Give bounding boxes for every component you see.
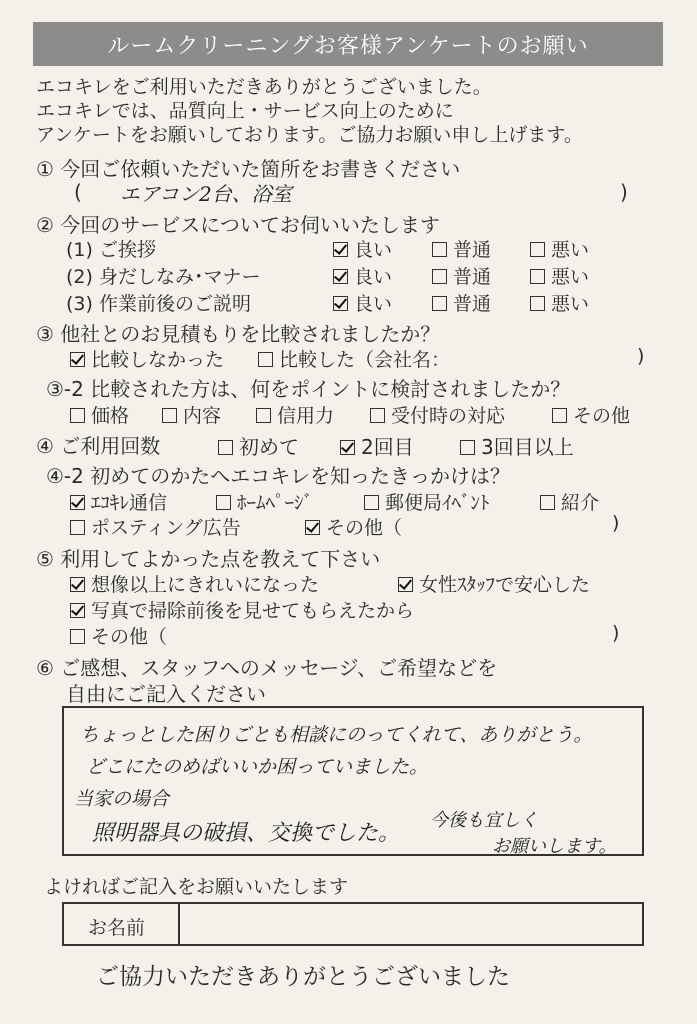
q5-close-paren: ) — [612, 622, 620, 644]
q2-row-2-label: (2) 身だしなみ･マナー — [66, 266, 261, 288]
q4-2-option-5-text: ポスティング広告 — [91, 517, 241, 539]
q4-2-option-3-text: 郵便局ｲﾍﾞﾝﾄ — [385, 492, 490, 514]
checkbox[interactable] — [216, 495, 231, 510]
checkbox-checked[interactable] — [333, 242, 348, 257]
q4-2-option-6[interactable] — [305, 513, 402, 540]
message-line-5: 今後も宜しく — [430, 810, 538, 831]
q2-row-1-label: (1) ご挨拶 — [66, 239, 156, 261]
q4-2-option-6-text: その他（ — [326, 517, 403, 539]
q3-option-no-compare[interactable]: 比較しなかった — [70, 345, 224, 372]
q3-2-option-2-text: 内容 — [183, 405, 222, 427]
q3-2-option-4-text: 受付時の対応 — [391, 405, 506, 427]
q5-option-1[interactable] — [70, 570, 319, 597]
intro-line-2: エコキレでは、品質向上・サービス向上のために — [36, 100, 454, 122]
intro-line-1: エコキレをご利用いただきありがとうございました。 — [36, 76, 492, 98]
q3-2-option-5-text: その他 — [573, 405, 631, 427]
q2-row-1-option-3-text: 悪い — [551, 239, 590, 261]
q4-2-option-2-text: ﾎｰﾑﾍﾟｰｼﾞ — [237, 492, 314, 514]
checkbox-checked[interactable] — [70, 603, 85, 618]
q2-row-2-option-3-text: 悪い — [551, 266, 590, 288]
q1-answer[interactable]: エアコン2台、浴室 — [120, 182, 292, 206]
q2-row-2-option-3[interactable] — [530, 262, 589, 289]
q3-label: ③ 他社とのお見積もりを比較されましたか？ — [36, 322, 441, 346]
q5-option-3-text: 写真で掃除前後を見せてもらえたから — [91, 600, 415, 622]
q6-label-line-1: ⑥ ご感想、スタッフへのメッセージ、ご希望などを — [36, 656, 498, 680]
q4-2-option-1[interactable] — [70, 488, 167, 515]
checkbox-checked[interactable] — [398, 577, 413, 592]
q5-option-2[interactable] — [398, 570, 590, 597]
q5-option-2-text: 女性ｽﾀｯﾌで安心した — [419, 574, 591, 596]
q5-option-1-text: 想像以上にきれいになった — [91, 574, 320, 596]
q4-option-1[interactable] — [218, 431, 299, 460]
intro-line-3: アンケートをお願いしております。ご協力お願い申し上げます。 — [36, 124, 583, 146]
q4-option-3-text: 3回目以上 — [481, 435, 574, 459]
checkbox[interactable] — [258, 352, 273, 367]
name-label: お名前 — [88, 917, 146, 939]
checkbox-checked[interactable] — [70, 495, 85, 510]
q5-option-3[interactable] — [70, 596, 414, 623]
q2-row-1-option-3[interactable] — [530, 235, 589, 262]
q1-open-paren: ( — [74, 180, 82, 204]
survey-title: ルームクリーニングお客様アンケートのお願い — [33, 22, 663, 66]
checkbox[interactable] — [530, 296, 545, 311]
q2-row-3-option-1[interactable] — [333, 289, 392, 316]
q1-label: ① 今回ご依頼いただいた箇所をお書きください — [36, 157, 461, 181]
q5-label: ⑤ 利用してよかった点を教えて下さい — [36, 547, 381, 571]
q4-2-option-4[interactable] — [540, 488, 599, 515]
q3-2-option-3-text: 信用力 — [277, 405, 335, 427]
name-field[interactable] — [62, 902, 644, 946]
q3-2-option-3[interactable] — [256, 401, 334, 428]
checkbox[interactable] — [364, 495, 379, 510]
q4-option-2[interactable] — [340, 431, 414, 460]
q2-row-2-option-2[interactable] — [432, 262, 491, 289]
q2-row-3-label: (3) 作業前後のご説明 — [66, 293, 251, 315]
q5-option-4[interactable] — [70, 622, 167, 649]
name-prompt: よければご記入をお願いいたします — [44, 876, 349, 898]
checkbox[interactable] — [70, 629, 85, 644]
checkbox[interactable] — [70, 520, 85, 535]
checkbox[interactable] — [552, 408, 567, 423]
footer-thanks: ご協力いただきありがとうございました — [96, 964, 510, 990]
checkbox[interactable] — [432, 242, 447, 257]
message-line-2: どこにたのめばいいか困っていました。 — [86, 756, 429, 778]
q2-row-2-option-2-text: 普通 — [453, 266, 492, 288]
checkbox[interactable] — [218, 440, 233, 455]
checkbox[interactable] — [70, 408, 85, 423]
q4-2-option-2[interactable] — [216, 488, 313, 515]
checkbox-checked[interactable] — [333, 296, 348, 311]
checkbox[interactable] — [432, 296, 447, 311]
q2-row-2-option-1-text: 良い — [354, 266, 393, 288]
q3-2-option-5[interactable] — [552, 401, 630, 428]
checkbox[interactable] — [540, 495, 555, 510]
q4-2-option-5[interactable] — [70, 513, 241, 540]
q4-option-3[interactable] — [460, 431, 574, 460]
q2-row-1-option-1[interactable] — [333, 235, 392, 262]
q4-2-close-paren: ) — [612, 512, 620, 534]
checkbox[interactable] — [530, 242, 545, 257]
message-line-3: 当家の場合 — [74, 788, 170, 810]
q4-option-1-text: 初めて — [239, 435, 299, 459]
q5-option-4-text: その他（ — [91, 626, 168, 648]
message-line-1: ちょっとした困りごとも相談にのってくれて、ありがとう。 — [80, 724, 593, 746]
message-line-4: 照明器具の破損、交換でした。 — [92, 821, 401, 846]
q3-close-paren: ) — [637, 345, 645, 367]
checkbox[interactable] — [530, 269, 545, 284]
q3-2-option-1-text: 価格 — [91, 405, 130, 427]
checkbox[interactable] — [432, 269, 447, 284]
q2-row-1-option-2-text: 普通 — [453, 239, 492, 261]
checkbox[interactable] — [162, 408, 177, 423]
q2-row-2-option-1[interactable] — [333, 262, 392, 289]
q3-option-compared[interactable]: 比較した（会社名： — [258, 345, 450, 372]
q2-row-3-option-2-text: 普通 — [453, 293, 492, 315]
q2-row-1-option-1-text: 良い — [354, 239, 393, 261]
q4-label: ④ ご利用回数 — [36, 434, 161, 458]
q2-row-3-option-3-text: 悪い — [551, 293, 590, 315]
q3-2-option-1[interactable] — [70, 401, 129, 428]
q2-row-1-option-2[interactable] — [432, 235, 491, 262]
checkbox[interactable] — [370, 408, 385, 423]
q3-2-option-4[interactable] — [370, 401, 505, 428]
q4-2-label: ④-2 初めてのかたへエコキレを知ったきっかけは？ — [46, 464, 511, 488]
checkbox-checked[interactable] — [70, 577, 85, 592]
q2-row-3-option-1-text: 良い — [354, 293, 393, 315]
message-line-6: お願いします。 — [492, 836, 617, 857]
checkbox-checked[interactable] — [333, 269, 348, 284]
name-field-divider — [178, 902, 180, 946]
q4-2-option-1-text: ｴｺｷﾚ通信 — [91, 492, 168, 514]
q3-2-label: ③-2 比較された方は、何をポイントに検討されましたか？ — [46, 377, 571, 401]
q1-close-paren: ) — [620, 180, 628, 204]
checkbox[interactable] — [460, 440, 475, 455]
checkbox[interactable] — [256, 408, 271, 423]
q6-label-line-2: 自由にご記入ください — [66, 682, 266, 706]
checkbox-checked[interactable] — [305, 520, 320, 535]
q4-2-option-4-text: 紹介 — [561, 492, 600, 514]
q2-row-3-option-2[interactable] — [432, 289, 491, 316]
q4-option-2-text: 2回目 — [361, 435, 414, 459]
q4-2-option-3[interactable] — [364, 488, 490, 515]
q3-2-option-2[interactable] — [162, 401, 221, 428]
checkbox-checked[interactable] — [340, 440, 355, 455]
q2-row-3-option-3[interactable] — [530, 289, 589, 316]
checkbox-checked[interactable] — [70, 352, 85, 367]
q2-label: ② 今回のサービスについてお伺いいたします — [36, 213, 440, 237]
